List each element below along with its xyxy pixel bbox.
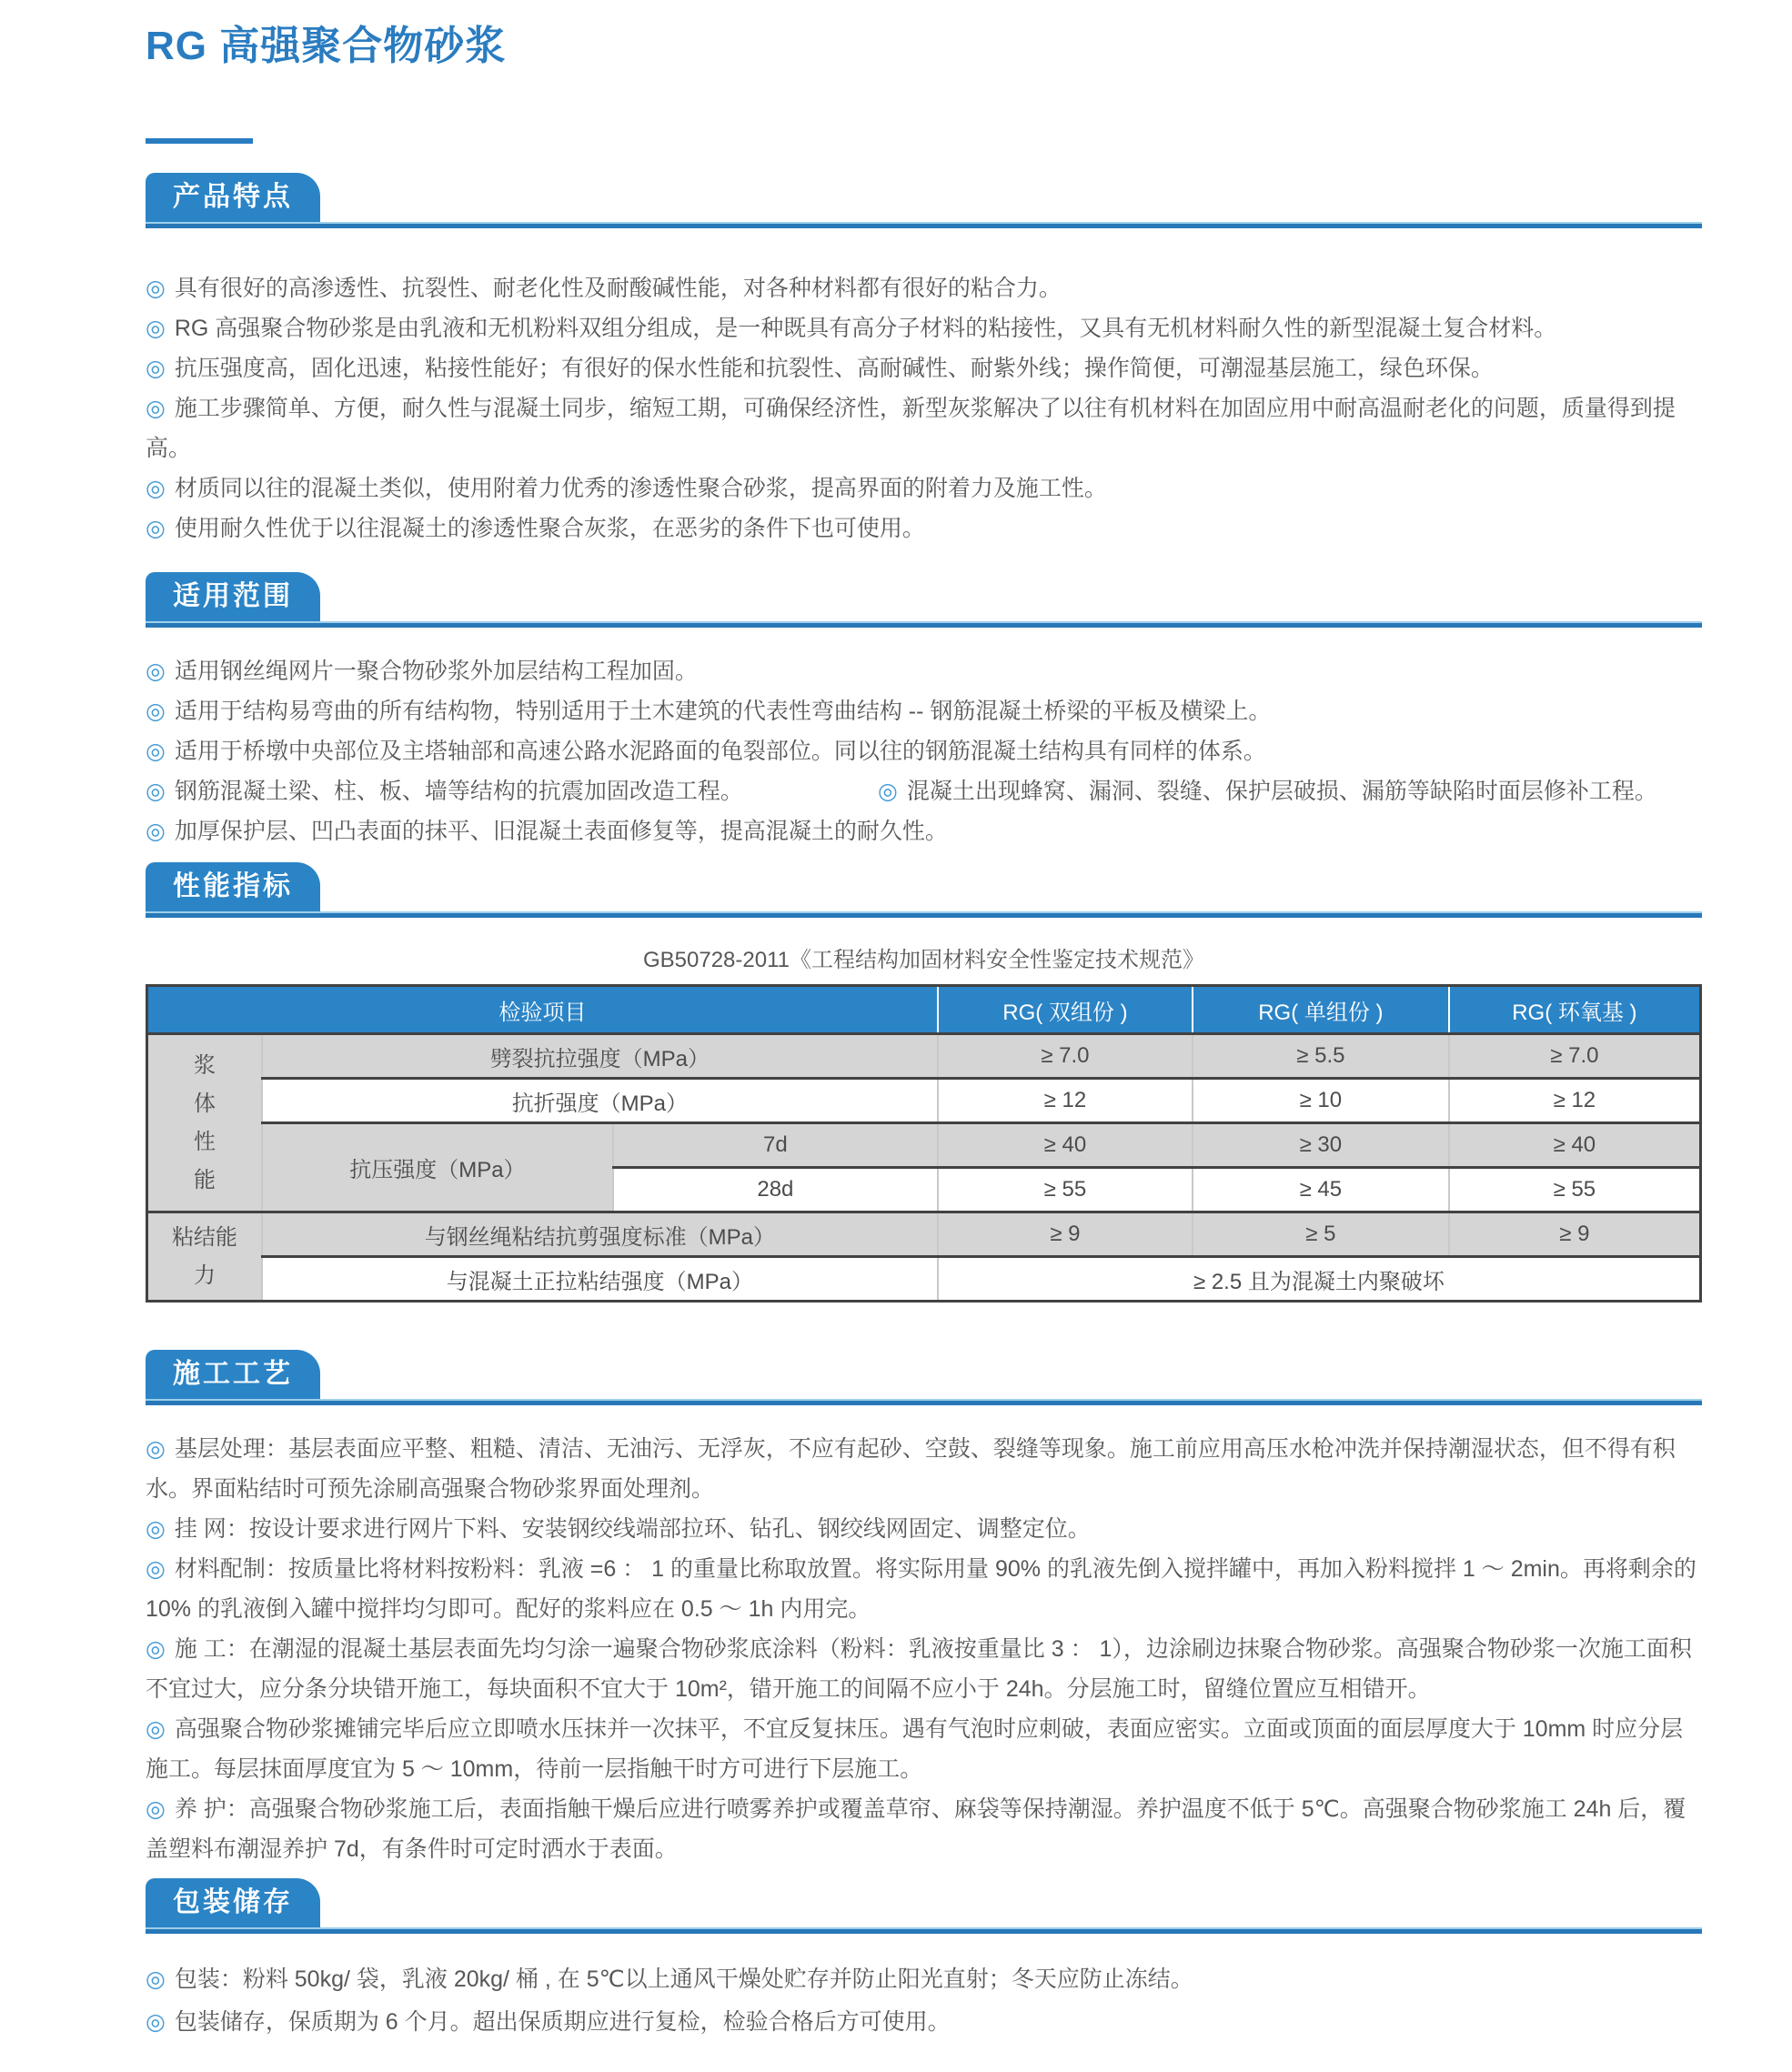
list-item bbox=[146, 1789, 1702, 1869]
cell-value: ≥ 9 bbox=[938, 1212, 1193, 1257]
section-heading-process: 施工工艺 bbox=[146, 1350, 320, 1399]
cell-value: ≥ 7.0 bbox=[1449, 1034, 1701, 1079]
bullet-icon: ◎ bbox=[146, 356, 166, 381]
list-item bbox=[146, 731, 1702, 771]
bullet-icon: ◎ bbox=[146, 1796, 166, 1822]
bullet-icon: ◎ bbox=[146, 1556, 166, 1582]
bullet-text: 包装：粉料 50kg/ 袋，乳液 20kg/ 桶 , 在 5℃以上通风干燥处贮存并防止阳光直射；冬天应防止冻结。 bbox=[174, 1966, 1193, 1992]
table-header-row bbox=[147, 986, 1701, 1034]
list-item bbox=[146, 1959, 1702, 1999]
section-performance bbox=[146, 862, 1702, 1303]
packaging-list bbox=[146, 1959, 1702, 2042]
row-name: 抗折强度（MPa） bbox=[262, 1079, 938, 1123]
list-item bbox=[146, 268, 1702, 308]
list-item bbox=[146, 1549, 1702, 1629]
list-item-double bbox=[146, 771, 1702, 811]
bullet-icon: ◎ bbox=[146, 1966, 166, 1992]
list-subitem bbox=[146, 771, 878, 811]
section-rule bbox=[146, 911, 1702, 918]
section-rule bbox=[146, 1927, 1702, 1934]
bullet-text: 包装储存，保质期为 6 个月。超出保质期应进行复检，检验合格后方可使用。 bbox=[174, 2009, 951, 2035]
bullet-icon: ◎ bbox=[146, 516, 166, 541]
table-row bbox=[147, 1034, 1701, 1079]
bullet-text: 使用耐久性优于以往混凝土的渗透性聚合灰浆，在恶劣的条件下也可使用。 bbox=[174, 516, 925, 541]
bullet-text: 高强聚合物砂浆摊铺完毕后应立即喷水压抹并一次抹平，不宜反复抹压。遇有气泡时应刺破，表面应密实。立面或顶面的面层厚度大于 10mm 时应分层施工。每层抹面厚度宜为 5 ～ 10mm，待前一层指触干时方可进行下层施工。 bbox=[146, 1716, 1684, 1782]
col-header-rg-epoxy: RG( 环氧基 ) bbox=[1449, 986, 1701, 1034]
list-item bbox=[146, 2002, 1702, 2042]
scope-list bbox=[146, 651, 1702, 851]
bullet-icon: ◎ bbox=[878, 779, 898, 804]
cell-value-merged: ≥ 2.5 且为混凝土内聚破坏 bbox=[938, 1257, 1701, 1302]
cell-value: ≥ 12 bbox=[1449, 1079, 1701, 1123]
list-item bbox=[146, 508, 1702, 548]
bullet-icon: ◎ bbox=[146, 1436, 166, 1462]
group-label-bond: 粘结能 力 bbox=[147, 1212, 262, 1302]
section-heading-performance: 性能指标 bbox=[146, 862, 320, 911]
section-rule bbox=[146, 222, 1702, 228]
bullet-icon: ◎ bbox=[146, 1716, 166, 1742]
section-process bbox=[146, 1350, 1702, 1869]
bullet-icon: ◎ bbox=[146, 779, 166, 804]
row-name: 与钢丝绳粘结抗剪强度标准（MPa） bbox=[262, 1212, 938, 1257]
list-item bbox=[146, 468, 1702, 508]
cell-value: ≥ 55 bbox=[1449, 1168, 1701, 1212]
section-heading-features: 产品特点 bbox=[146, 173, 320, 222]
row-subname: 28d bbox=[613, 1168, 938, 1212]
bullet-text: 具有很好的高渗透性、抗裂性、耐老化性及耐酸碱性能，对各种材料都有很好的粘合力。 bbox=[174, 276, 1062, 301]
col-header-rg-two-part: RG( 双组份 ) bbox=[938, 986, 1193, 1034]
bullet-text: 施工步骤简单、方便，耐久性与混凝土同步，缩短工期，可确保经济性，新型灰浆解决了以往有机材料在加固应用中耐高温耐老化的问题，质量得到提高。 bbox=[146, 396, 1676, 461]
row-name: 与混凝土正拉粘结强度（MPa） bbox=[262, 1257, 938, 1302]
cell-value: ≥ 7.0 bbox=[938, 1034, 1193, 1079]
list-item bbox=[146, 308, 1702, 348]
cell-value: ≥ 5.5 bbox=[1193, 1034, 1449, 1079]
bullet-text: 基层处理：基层表面应平整、粗糙、清洁、无油污、无浮灰，不应有起砂、空鼓、裂缝等现象。施工前应用高压水枪冲洗并保持潮湿状态，但不得有积水。界面粘结时可预先涂刷高强聚合物砂浆界面处理剂。 bbox=[146, 1436, 1676, 1502]
process-list bbox=[146, 1429, 1702, 1869]
bullet-icon: ◎ bbox=[146, 739, 166, 764]
table-row bbox=[147, 1257, 1701, 1302]
bullet-icon: ◎ bbox=[146, 659, 166, 684]
col-header-item: 检验项目 bbox=[147, 986, 938, 1034]
table-row bbox=[147, 1079, 1701, 1123]
section-head-packaging bbox=[146, 1878, 1702, 1934]
bullet-text: 施 工：在潮湿的混凝土基层表面先均匀涂一遍聚合物砂浆底涂料（粉料：乳液按重量比 3 ： 1），边涂刷边抹聚合物砂浆。高强聚合物砂浆一次施工面积不宜过大，应分条分块错开施工，每块面积不宜大于 10m²，错开施工的间隔不应小于 24h。分层施工时，留缝位置应互相错开。 bbox=[146, 1636, 1692, 1702]
bullet-text: 适用钢丝绳网片一聚合物砂浆外加层结构工程加固。 bbox=[174, 659, 698, 684]
bullet-text: 钢筋混凝土梁、柱、板、墙等结构的抗震加固改造工程。 bbox=[174, 779, 743, 804]
section-features bbox=[146, 173, 1702, 548]
table-row bbox=[147, 1212, 1701, 1257]
cell-value: ≥ 55 bbox=[938, 1168, 1193, 1212]
section-head-scope bbox=[146, 572, 1702, 628]
bullet-icon: ◎ bbox=[146, 699, 166, 724]
bullet-text: 加厚保护层、凹凸表面的抹平、旧混凝土表面修复等，提高混凝土的耐久性。 bbox=[174, 819, 948, 844]
list-item bbox=[146, 348, 1702, 388]
section-head-process bbox=[146, 1350, 1702, 1405]
features-list bbox=[146, 268, 1702, 548]
section-packaging bbox=[146, 1878, 1702, 2042]
performance-table bbox=[146, 984, 1702, 1303]
cell-value: ≥ 30 bbox=[1193, 1123, 1449, 1168]
cell-value: ≥ 10 bbox=[1193, 1079, 1449, 1123]
bullet-icon: ◎ bbox=[146, 1516, 166, 1542]
title-underline bbox=[146, 138, 253, 144]
bullet-icon: ◎ bbox=[146, 819, 166, 844]
list-item bbox=[146, 1509, 1702, 1549]
bullet-icon: ◎ bbox=[146, 396, 166, 421]
table-row bbox=[147, 1123, 1701, 1168]
bullet-text: 挂 网：按设计要求进行网片下料、安装钢绞线端部拉环、钻孔、钢绞线网固定、调整定位。 bbox=[174, 1516, 1091, 1542]
section-head-performance bbox=[146, 862, 1702, 918]
group-label-slurry: 浆 体 性 能 bbox=[147, 1034, 262, 1212]
cell-value: ≥ 40 bbox=[1449, 1123, 1701, 1168]
bullet-text: RG 高强聚合物砂浆是由乳液和无机粉料双组分组成，是一种既具有高分子材料的粘接性，又具有无机材料耐久性的新型混凝土复合材料。 bbox=[174, 316, 1557, 341]
cell-value: ≥ 40 bbox=[938, 1123, 1193, 1168]
cell-value: ≥ 9 bbox=[1449, 1212, 1701, 1257]
list-item bbox=[146, 691, 1702, 731]
list-subitem bbox=[878, 771, 1702, 811]
row-name: 劈裂抗拉强度（MPa） bbox=[262, 1034, 938, 1079]
bullet-text: 抗压强度高，固化迅速，粘接性能好；有很好的保水性能和抗裂性、高耐碱性、耐紫外线；操作简便，可潮湿基层施工，绿色环保。 bbox=[174, 356, 1494, 381]
row-subname: 7d bbox=[613, 1123, 938, 1168]
bullet-text: 混凝土出现蜂窝、漏洞、裂缝、保护层破损、漏筋等缺陷时面层修补工程。 bbox=[906, 779, 1657, 804]
bullet-text: 养 护：高强聚合物砂浆施工后，表面指触干燥后应进行喷雾养护或覆盖草帘、麻袋等保持潮湿。养护温度不低于 5℃。高强聚合物砂浆施工 24h 后，覆盖塑料布潮湿养护 7d，有条件时可定时洒水于表面。 bbox=[146, 1796, 1686, 1862]
bullet-icon: ◎ bbox=[146, 2009, 166, 2035]
list-item bbox=[146, 1709, 1702, 1789]
bullet-text: 适用于结构易弯曲的所有结构物，特别适用于土木建筑的代表性弯曲结构 -- 钢筋混凝土桥梁的平板及横梁上。 bbox=[174, 699, 1272, 724]
list-item bbox=[146, 1629, 1702, 1709]
table-caption: GB50728-2011《工程结构加固材料安全性鉴定技术规范》 bbox=[642, 948, 1204, 972]
list-item bbox=[146, 388, 1702, 468]
list-item bbox=[146, 1429, 1702, 1509]
bullet-icon: ◎ bbox=[146, 316, 166, 341]
bullet-text: 材料配制：按质量比将材料按粉料：乳液 =6 ： 1 的重量比称取放置。将实际用量 90% 的乳液先倒入搅拌罐中，再加入粉料搅拌 1 ～ 2min。再将剩余的 10% 的乳液倒入罐中搅拌均匀即可。配好的浆料应在 0.5 ～ 1h 内用完。 bbox=[146, 1556, 1696, 1622]
col-header-rg-one-part: RG( 单组份 ) bbox=[1193, 986, 1449, 1034]
section-head-features bbox=[146, 173, 1702, 228]
list-item bbox=[146, 651, 1702, 691]
section-rule bbox=[146, 621, 1702, 628]
section-rule bbox=[146, 1399, 1702, 1405]
bullet-icon: ◎ bbox=[146, 276, 166, 301]
cell-value: ≥ 45 bbox=[1193, 1168, 1449, 1212]
cell-value: ≥ 5 bbox=[1193, 1212, 1449, 1257]
section-heading-packaging: 包装储存 bbox=[146, 1878, 320, 1927]
page-title: RG 高强聚合物砂浆 bbox=[146, 24, 507, 68]
bullet-icon: ◎ bbox=[146, 476, 166, 501]
bullet-text: 材质同以往的混凝土类似，使用附着力优秀的渗透性聚合砂浆，提高界面的附着力及施工性。 bbox=[174, 476, 1107, 501]
header bbox=[146, 22, 1702, 144]
row-name: 抗压强度（MPa） bbox=[262, 1123, 613, 1212]
bullet-text: 适用于桥墩中央部位及主塔轴部和高速公路水泥路面的龟裂部位。同以往的钢筋混凝土结构具有同样的体系。 bbox=[174, 739, 1266, 764]
section-heading-scope: 适用范围 bbox=[146, 572, 320, 621]
section-scope bbox=[146, 572, 1702, 851]
list-item bbox=[146, 811, 1702, 851]
cell-value: ≥ 12 bbox=[938, 1079, 1193, 1123]
bullet-icon: ◎ bbox=[146, 1636, 166, 1662]
